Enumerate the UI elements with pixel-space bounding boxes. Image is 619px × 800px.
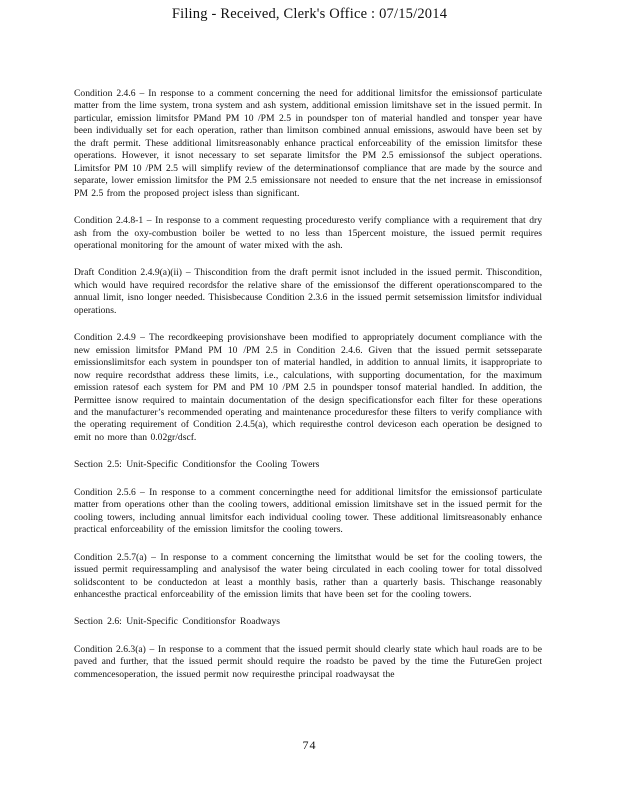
filing-header: Filing - Received, Clerk's Office : 07/15/2014 <box>171 6 448 22</box>
paragraph-condition-2-5-6: Condition 2.5.6 – In response to a comment concerningthe need for additional limitsfor the emissionsof particulate matter from operations other than the cooling towers, additional emission limitshave set in the issued permit for the cooling towers, including annual limitsfor each individual cooling tower. These additional limitsreasonably enhance practical enforceability of the emission limitsfor the cooling towers. <box>74 486 542 536</box>
paragraph-condition-2-6-3: Condition 2.6.3(a) – In response to a comment that the issued permit should clearly state which haul roads are to be paved and further, that the issued permit should require the roadsto be paved by the time the FutureGen project commencesoperation, the issued permit now requiresthe principal roadwaysat the <box>74 643 542 680</box>
section-heading-cooling-towers: Section 2.5: Unit-Specific Conditionsfor the Cooling Towers <box>74 459 320 471</box>
paragraph-condition-2-4-9: Condition 2.4.9 – The recordkeeping provisionshave been modified to appropriately document compliance with the new emission limitsfor PMand PM 10 /PM 2.5 in Condition 2.4.6. Given that the issued permit setsseparate emissionslimitsfor each system in poundsper ton of material handled, in addition to annual limits, it isappropriate to now require recordsthat address these limits, i.e., calculations, with supporting documentation, for the maximum emission ratesof each system for PM and PM 10 /PM 2.5 in poundsper tonsof material handled. In addition, the Permittee isnow required to maintain documentation of the design specificationsfor each filter for these operations and the manufacturer’s recommended operating and maintenance proceduresfor these filters to verify compliance with the operating requirement of Condition 2.4.5(a), which requiresthe control deviceson each operation be designed to emit no more than 0.02gr/dscf. <box>74 332 542 443</box>
paragraph-condition-2-5-7: Condition 2.5.7(a) – In response to a comment concerning the limitsthat would be set for the cooling towers, the issued permit requiressampling and analysisof the water being circulated in each cooling tower for total dissolved solidscontent to be conductedon at least a monthly basis, rather than a quarterly basis. Thischange reasonably enhancesthe practical enforceability of the emission limits that have been set for the cooling towers. <box>74 551 542 600</box>
paragraph-condition-2-4-8-1: Condition 2.4.8-1 – In response to a comment requesting proceduresto verify compliance with a requirement that dry ash from the oxy-combustion boiler be wetted to no less than 15percent moisture, the issued permit requires operational monitoring for the amount of water mixed with the ash. <box>74 215 542 251</box>
document-body <box>74 88 542 696</box>
paragraph-condition-2-4-6: Condition 2.4.6 – In response to a comment concerning the need for additional limitsfor the emissionsof particulate matter from the lime system, trona system and ash system, additional emission limitshave set in the issued permit. In particular, emission limitsfor PMand PM 10 /PM 2.5 in poundsper ton of material handled and tonsper year have been individually set for each operation, rather than limitson combined annual emissions, aswould have been set by the draft permit. These additional limitsreasonably enhance practical enforceability of the emission limitsfor these operations. However, it isnot necessary to set separate limitsfor the PM 2.5 emissionsof the subject operations. Limitsfor PM 10 /PM 2.5 will simplify review of the determinationsof compliance that are made by the source and separate, lower emission limitsfor the PM 2.5 emissionsare not needed to ensure that the net increase in emissionsof PM 2.5 from the proposed project isless than significant. <box>74 88 542 199</box>
paragraph-draft-condition-2-4-9: Draft Condition 2.4.9(a)(ii) – Thiscondition from the draft permit isnot included in the issued permit. Thiscondition, which would have required recordsfor the relative share of the emissionsof the different operationscompared to the annual limit, isno longer needed. Thisisbecause Condition 2.3.6 in the issued permit setsemission limitsfor individual operations. <box>74 267 542 316</box>
section-heading-roadways: Section 2.6: Unit-Specific Conditionsfor Roadways <box>74 616 280 628</box>
page-number: 74 <box>302 738 317 752</box>
